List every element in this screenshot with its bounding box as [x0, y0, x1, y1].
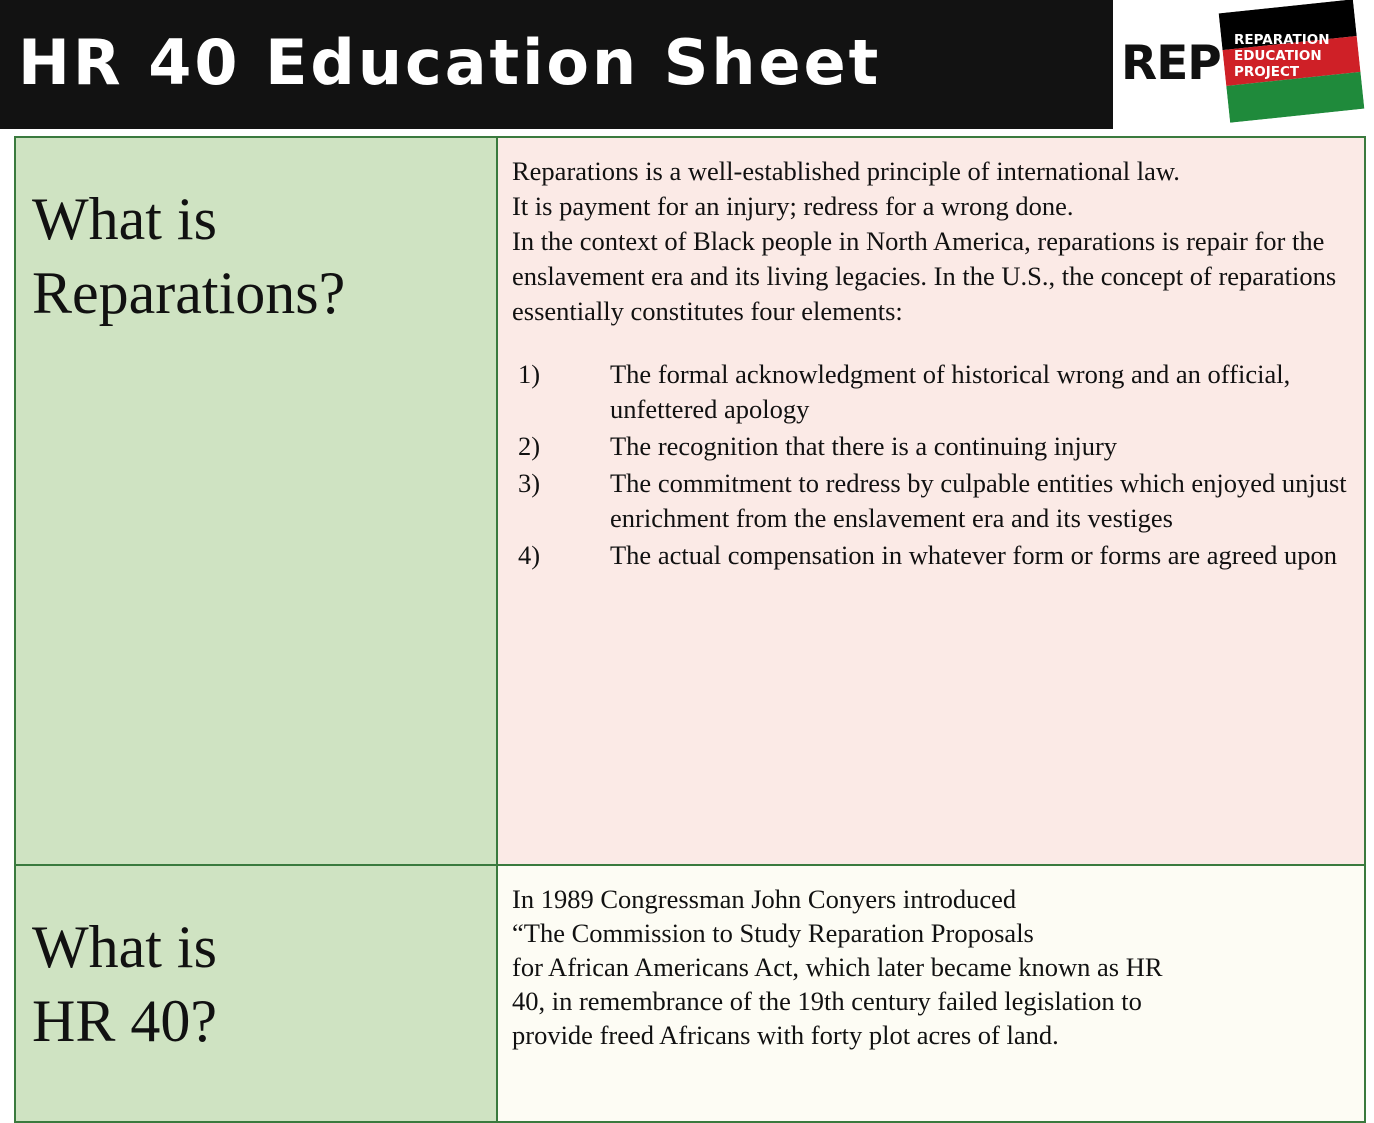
logo-word-line-2: EDUCATION	[1234, 48, 1322, 64]
row-body-hr40	[498, 866, 1364, 1121]
hr40-line-2: “The Commission to Study Reparation Proposals	[512, 918, 1034, 948]
list-item-text: The commitment to redress by culpable entities which enjoyed unjust enrichment from the enslavement era and its vestiges	[610, 468, 1347, 533]
table-row-what-is-hr40	[16, 864, 1364, 1121]
logo-mark-text: REP	[1121, 36, 1221, 91]
table-row-what-is-reparations	[16, 138, 1364, 864]
list-item-number: 3)	[518, 468, 541, 498]
row-label-line-2: HR 40?	[32, 988, 217, 1054]
list-item	[512, 429, 1354, 464]
logo-word-line-1: REPARATION	[1234, 32, 1330, 48]
row-body-reparations	[498, 138, 1364, 864]
list-item-number: 1)	[518, 359, 541, 389]
list-item-text: The formal acknowledgment of historical wrong and an official, unfettered apology	[610, 359, 1291, 424]
hr40-line-4: 40, in remembrance of the 19th century failed legislation to	[512, 986, 1142, 1016]
logo-wordmark	[1234, 32, 1362, 80]
logo-word-line-3: PROJECT	[1234, 64, 1300, 80]
list-item	[512, 466, 1354, 536]
row-label-reparations	[16, 138, 498, 864]
education-sheet-table	[14, 136, 1366, 1123]
paragraph-1: Reparations is a well-established principle of international law.	[512, 156, 1180, 186]
row-label-line-2: Reparations?	[32, 260, 346, 326]
hr40-line-1: In 1989 Congressman John Conyers introduced	[512, 884, 1017, 914]
row-label-line-1: What is	[32, 186, 217, 252]
paragraph-3: In the context of Black people in North America, reparations is repair for the enslavement era and its living legacies. In the U.S., the concept of reparations essentially constitutes four elements:	[512, 226, 1337, 326]
list-item	[512, 538, 1354, 573]
paragraph-2: It is payment for an injury; redress for a wrong done.	[512, 191, 1074, 221]
list-item-number: 2)	[518, 431, 541, 461]
page-header	[0, 0, 1374, 129]
rep-logo	[1117, 4, 1370, 126]
list-item-number: 4)	[518, 540, 541, 570]
reparations-elements-list	[512, 357, 1354, 573]
list-item	[512, 357, 1354, 427]
list-item-text: The actual compensation in whatever form or forms are agreed upon	[610, 540, 1337, 570]
page-title: HR 40 Education Sheet	[18, 26, 882, 99]
hr40-line-5: provide freed Africans with forty plot acres of land.	[512, 1020, 1059, 1050]
row-label-line-1: What is	[32, 914, 217, 980]
hr40-paragraph	[512, 882, 1354, 1052]
list-item-text: The recognition that there is a continuing injury	[610, 431, 1118, 461]
hr40-line-3: for African Americans Act, which later became known as HR	[512, 952, 1163, 982]
row-label-hr40	[16, 866, 498, 1121]
